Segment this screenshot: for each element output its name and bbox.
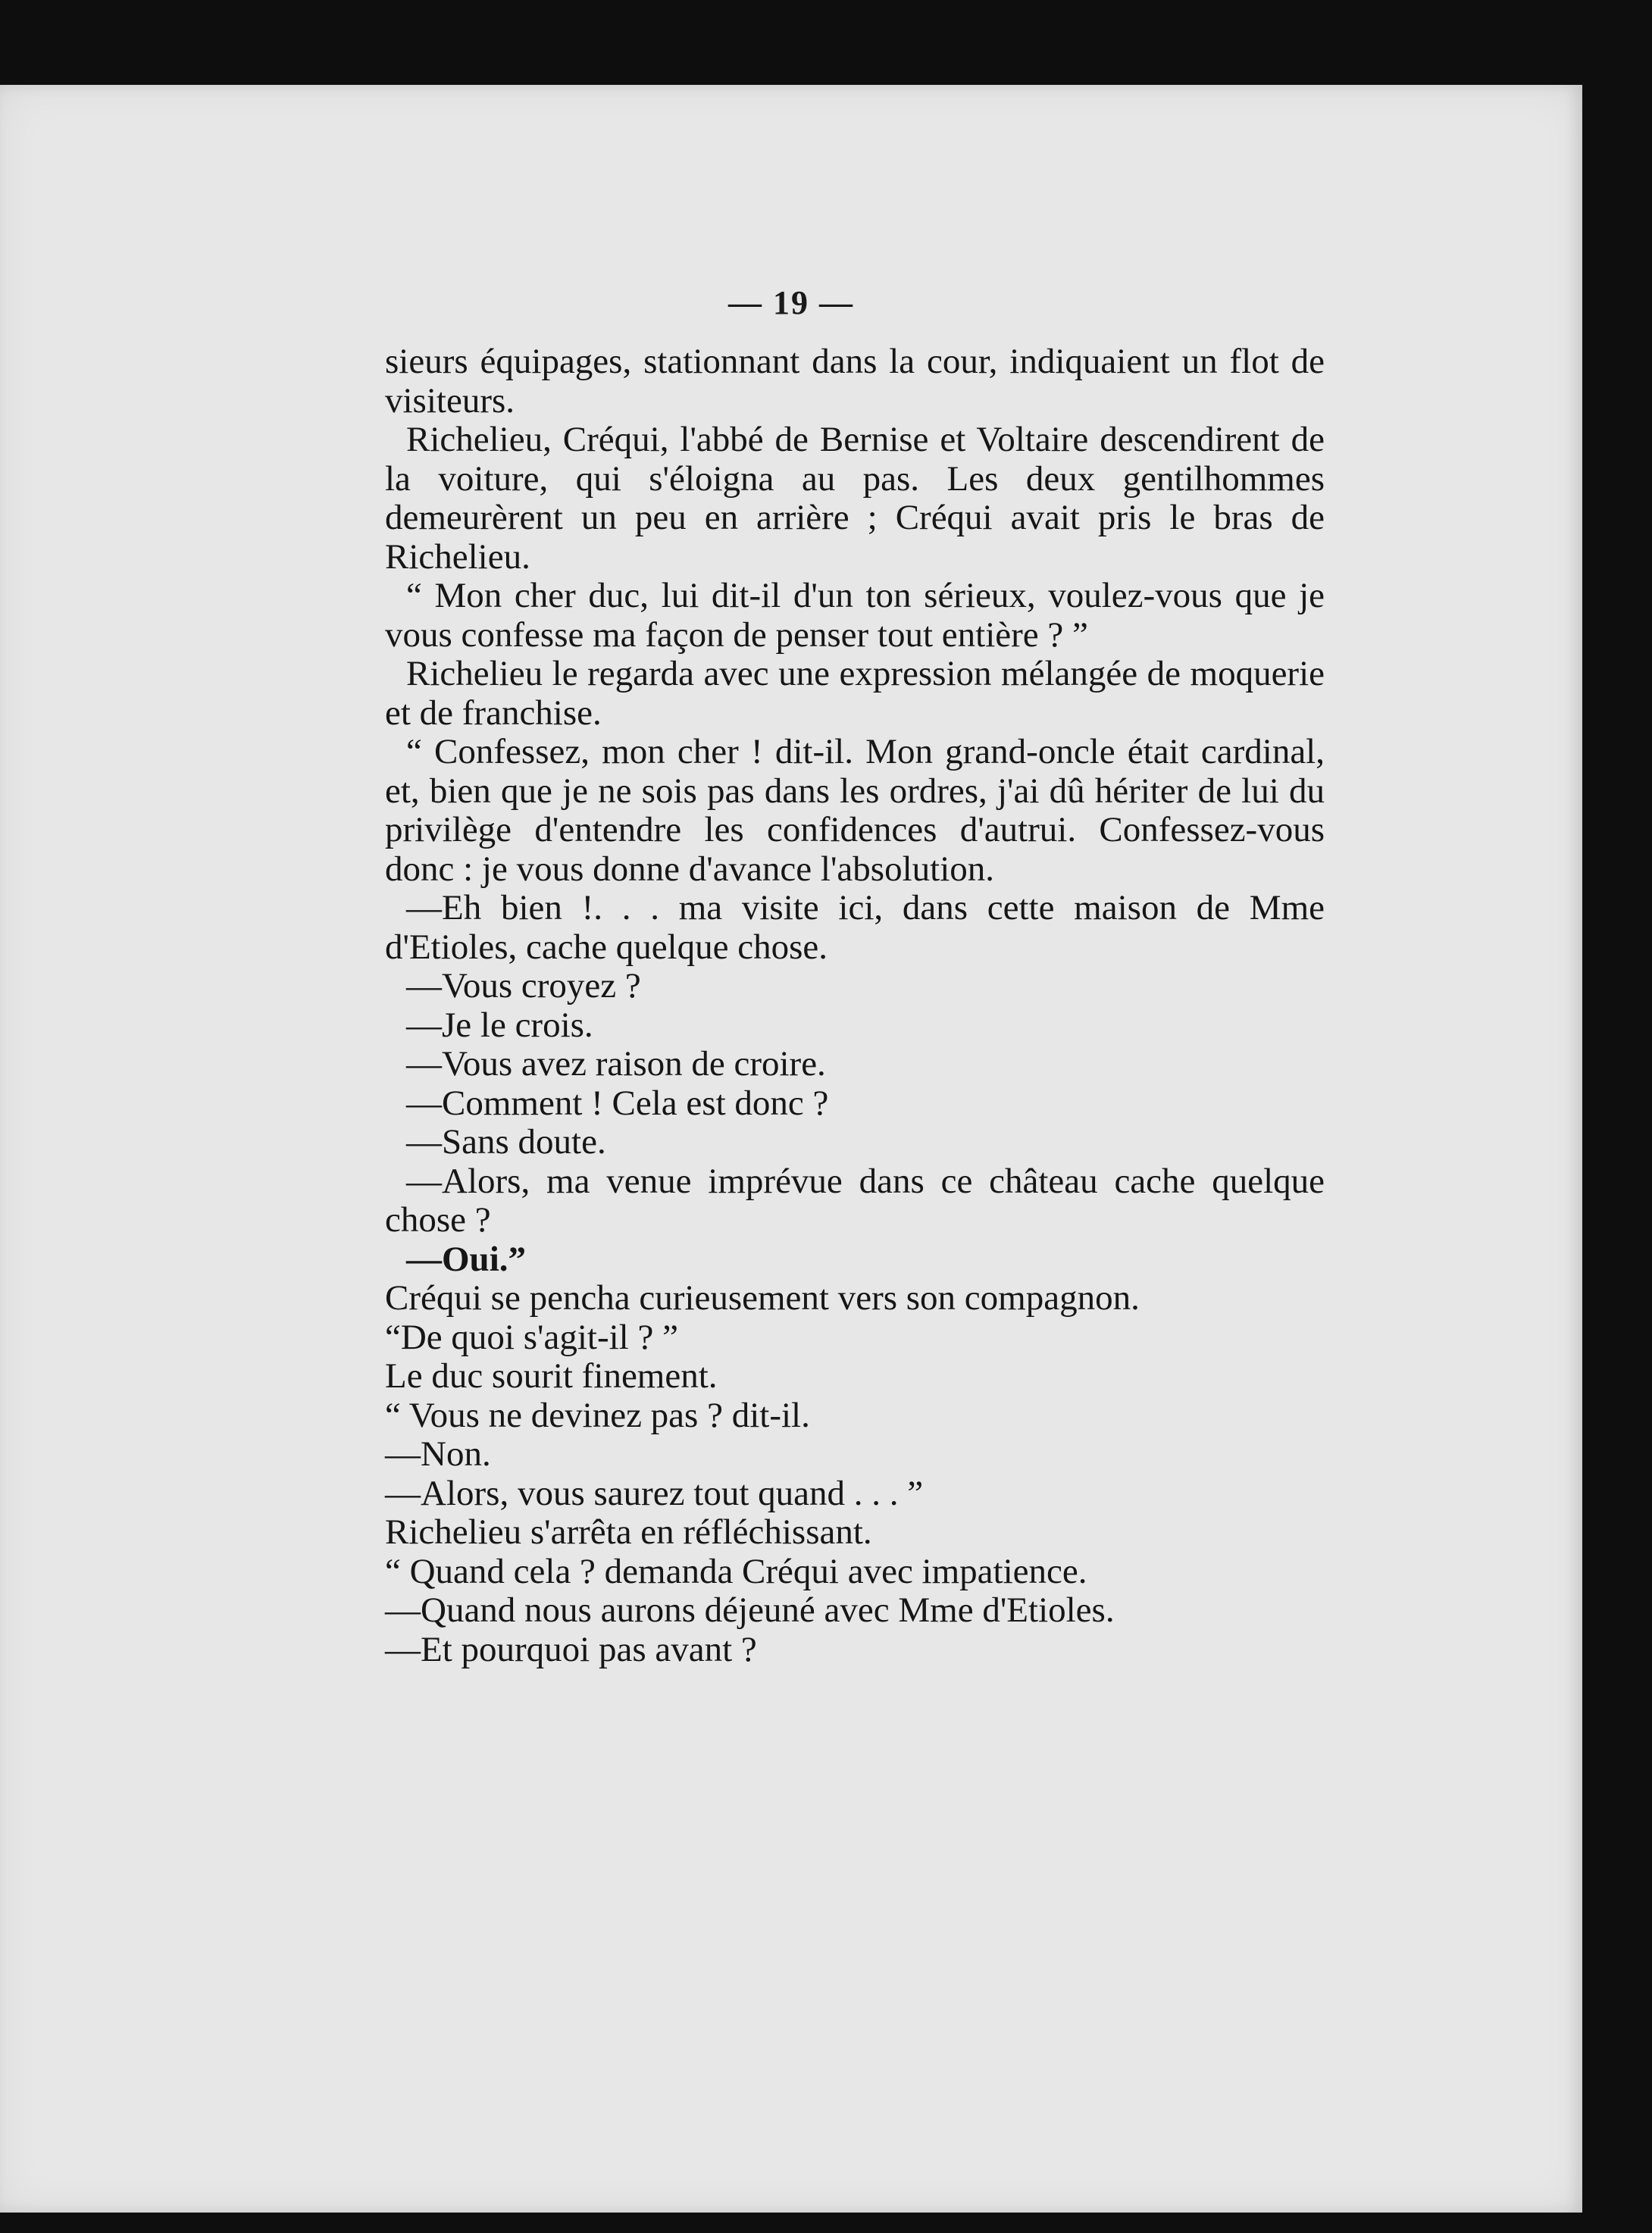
dialogue-line: —Vous avez raison de croire. (406, 1044, 826, 1084)
paragraph: Richelieu le regarda avec une expression mélangée de moquerie et de franchise. (385, 654, 1325, 733)
paragraph: “ Mon cher duc, lui dit-il d'un ton sérieux, voulez-vous que je vous confesse ma façon de penser tout entière ? ” (385, 576, 1325, 655)
page-number: — 19 — (728, 284, 854, 321)
dialogue-line: —Alors, ma venue imprévue dans ce château cache quelque chose ? (385, 1161, 1325, 1240)
dialogue-line: —Comment ! Cela est donc ? (406, 1083, 829, 1123)
paragraph: Richelieu s'arrêta en réfléchissant. (385, 1512, 872, 1552)
dialogue-line: —Sans doute. (406, 1122, 606, 1162)
paragraph: Créqui se pencha curieusement vers son compagnon. (385, 1278, 1140, 1318)
paragraph: “ Confessez, mon cher ! dit-il. Mon grand-oncle était cardinal, et, bien que je ne sois pas dans les ordres, j'ai dû hériter de lui du privilège d'entendre les confidences d'autrui. Confessez-vous donc : je vous donne d'avance l'absolution. (385, 732, 1325, 889)
dialogue-line: —Alors, vous saurez tout quand . . . ” (385, 1473, 924, 1513)
paragraph-continuation: sieurs équipages, stationnant dans la cour, indiquaient un flot de visiteurs. (385, 342, 1325, 421)
dialogue-line: —Non. (385, 1434, 491, 1474)
dialogue-line (385, 1240, 1325, 1280)
dialogue-line: —Je le crois. (406, 1005, 593, 1045)
paragraph: —Eh bien !. . . ma visite ici, dans cette maison de Mme d'Etioles, cache quelque chose. (385, 888, 1325, 967)
paragraph: Le duc sourit finement. (385, 1356, 718, 1396)
bold-answer: —Oui.” (406, 1239, 527, 1279)
book-page (0, 85, 1582, 2213)
dialogue-line: —Et pourquoi pas avant ? (385, 1629, 757, 1669)
dialogue-line: “ Vous ne devinez pas ? dit-il. (385, 1395, 810, 1435)
paragraph: Richelieu, Créqui, l'abbé de Bernise et Voltaire descendirent de la voiture, qui s'éloigna au pas. Les deux gentilhommes demeurèrent un peu en arrière ; Créqui avait pris le bras de Richelieu. (385, 420, 1325, 577)
dialogue-line: —Quand nous aurons déjeuné avec Mme d'Etioles. (385, 1590, 1115, 1630)
dialogue-line: “ Quand cela ? demanda Créqui avec impatience. (385, 1551, 1087, 1591)
dialogue-line: “De quoi s'agit-il ? ” (385, 1317, 678, 1357)
page-text (385, 342, 1325, 1669)
dialogue-line: —Vous croyez ? (406, 966, 641, 1005)
